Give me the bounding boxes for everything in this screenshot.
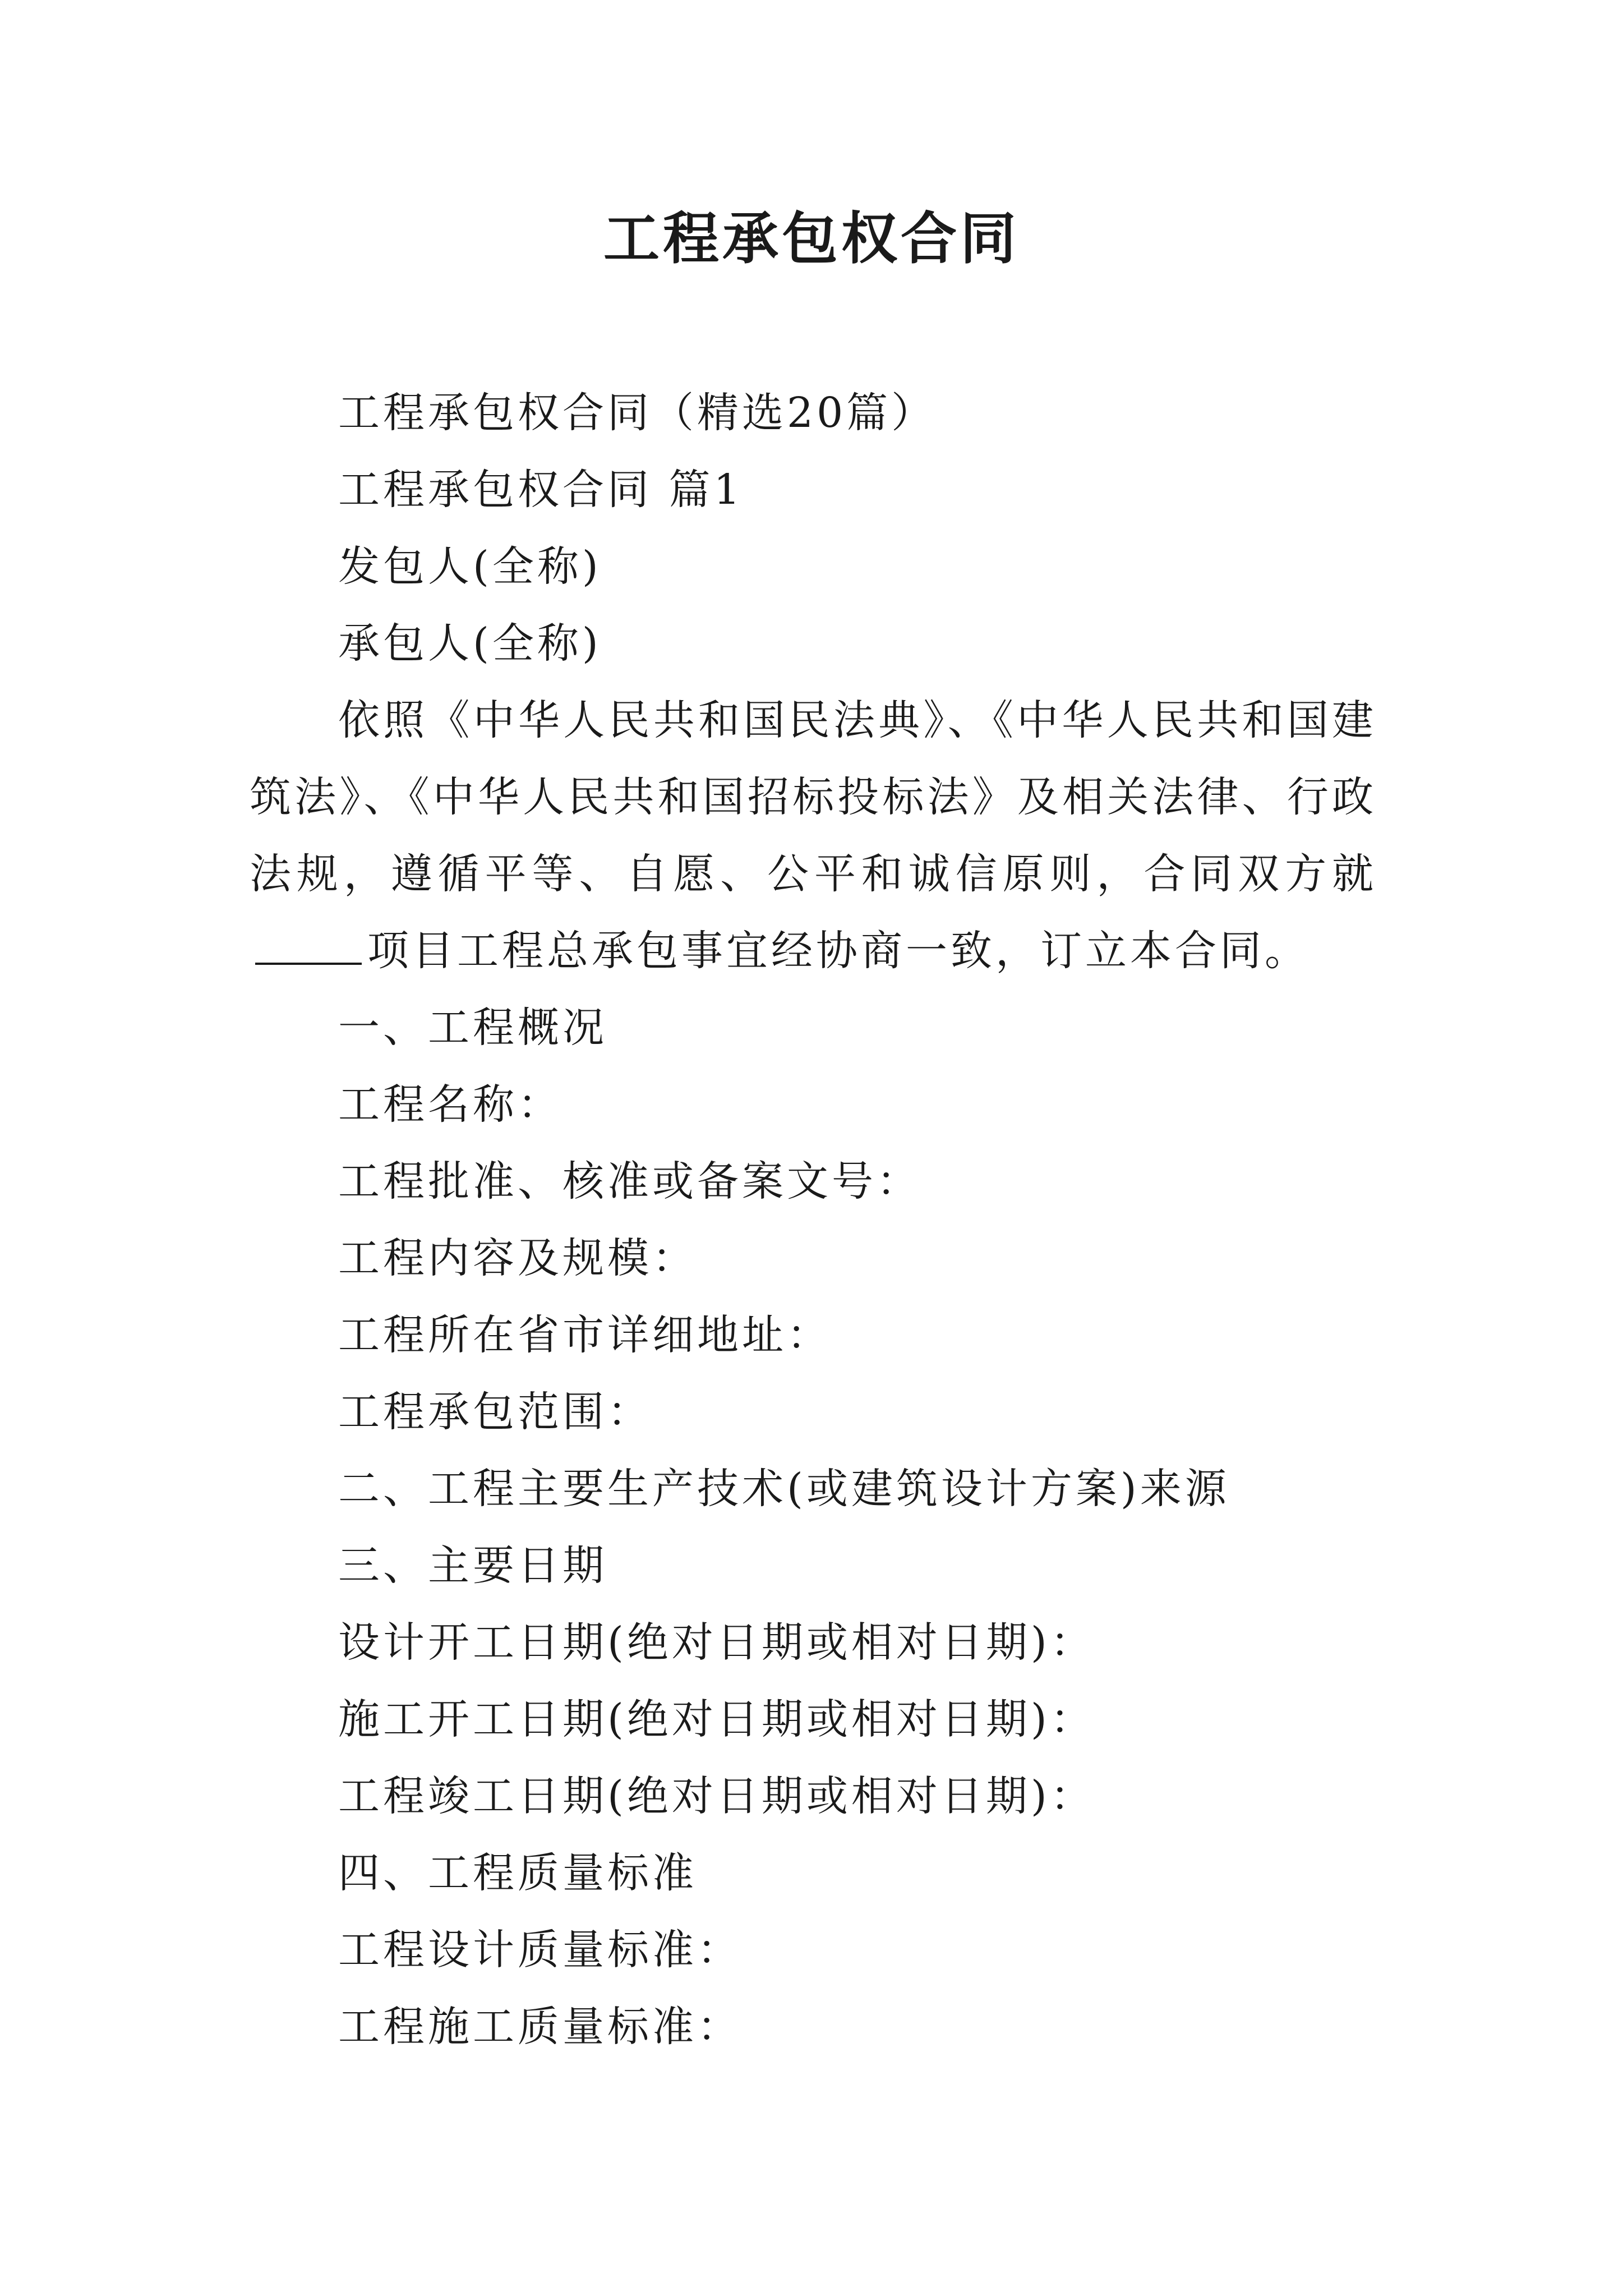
field-line: 工程施工质量标准： — [338, 2003, 742, 2051]
contractor-line: 承包人(全称) — [338, 619, 602, 668]
preamble-paragraph — [250, 682, 1377, 990]
field-line: 工程内容及规模： — [338, 1234, 697, 1282]
field-line: 工程设计质量标准： — [338, 1926, 742, 1974]
clause-heading: 三、主要日期 — [338, 1542, 607, 1590]
clause-heading: 四、工程质量标准 — [338, 1849, 697, 1897]
document-title: 工程承包权合同 — [603, 205, 1020, 272]
clause-heading: 一、工程概况 — [338, 1004, 607, 1052]
field-line: 工程批准、核准或备案文号： — [338, 1157, 921, 1205]
field-line: 工程竣工日期(绝对日期或相对日期)： — [338, 1772, 1095, 1820]
employer-line: 发包人(全称) — [338, 542, 602, 591]
section-heading: 工程承包权合同 篇1 — [338, 466, 744, 514]
clause-heading: 二、工程主要生产技术(或建筑设计方案)来源 — [338, 1465, 1230, 1513]
field-line: 工程名称： — [338, 1080, 562, 1129]
fill-in-blank — [255, 927, 362, 965]
field-line: 工程所在省市详细地址： — [338, 1311, 832, 1359]
field-line: 施工开工日期(绝对日期或相对日期)： — [338, 1695, 1095, 1743]
preamble-text-after: 项目工程总承包事宜经协商一致，订立本合同。 — [367, 927, 1310, 975]
preamble-text-before: 依照《中华人民共和国民法典》、《中华人民共和国建筑法》、《中华人民共和国招标投标法》及相关法律、行政法规，遵循平等、自愿、公平和诚信原则，合同双方就 — [250, 696, 1377, 898]
document-body — [250, 375, 1377, 2065]
collection-heading: 工程承包权合同（精选20篇） — [338, 389, 937, 437]
field-line: 设计开工日期(绝对日期或相对日期)： — [338, 1618, 1095, 1667]
field-line: 工程承包范围： — [338, 1388, 652, 1436]
